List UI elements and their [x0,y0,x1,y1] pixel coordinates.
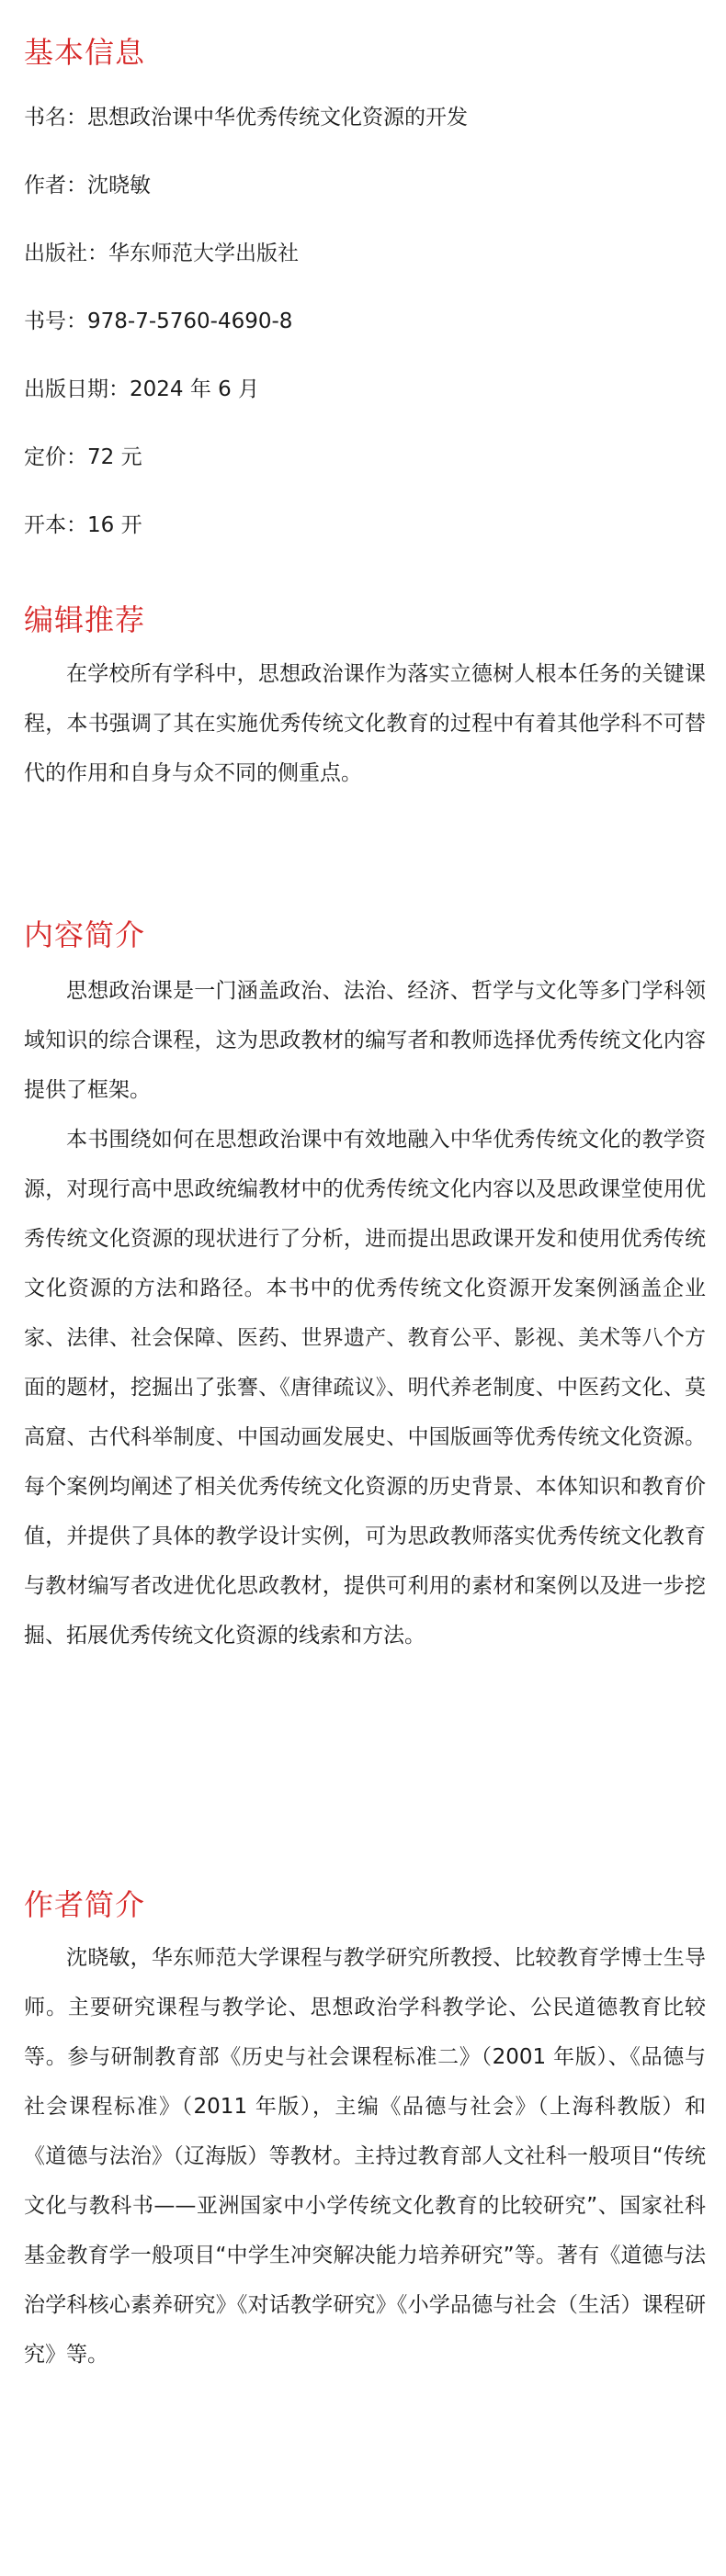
price-line: 定价：72 元 [24,445,142,469]
author-line: 作者：沈晓敏 [24,174,151,197]
format-line: 开本：16 开 [24,513,142,537]
summary-paragraph-2: 本书围绕如何在思想政治课中有效地融入中华优秀传统文化的教学资源，对现行高中思政统编教材中的优秀传统文化内容以及思政课堂使用优秀传统文化资源的现状进行了分析，进而提出思政课开发和使用优秀传统文化资源的方法和路径。本书中的优秀传统文化资源开发案例涵盖企业家、法律、社会保障、医药、世界遗产、教育公平、影视、美术等八个方面的题材，挖掘出了张謇、《唐律疏议》、明代养老制度、中医药文化、莫高窟、古代科举制度、中国动画发展史、中国版画等优秀传统文化资源。每个案例均阐述了相关优秀传统文化资源的历史背景、本体知识和教育价值，并提供了具体的教学设计实例，可为思政教师落实优秀传统文化教育与教材编写者改进优化思政教材，提供可利用的素材和案例以及进一步挖掘、拓展优秀传统文化资源的线索和方法。 [24,1128,706,1648]
author-intro-body [24,1933,706,2379]
isbn-line: 书号：978-7-5760-4690-8 [24,309,293,333]
summary-paragraph-1: 思想政治课是一门涵盖政治、法治、经济、哲学与文化等多门学科领域知识的综合课程，这为思政教材的编写者和教师选择优秀传统文化内容提供了框架。 [24,979,706,1102]
book-title-line: 书名：思想政治课中华优秀传统文化资源的开发 [24,106,468,129]
recommend-paragraph: 在学校所有学科中，思想政治课作为落实立德树人根本任务的关键课程，本书强调了其在实施优秀传统文化教育的过程中有着其他学科不可替代的作用和自身与众不同的侧重点。 [24,662,706,785]
author-intro-heading: 作者简介 [24,1887,146,1922]
content-summary-body [24,966,706,1660]
editor-recommend-heading: 编辑推荐 [24,602,146,637]
publisher-line: 出版社：华东师范大学出版社 [24,242,299,265]
basic-info-heading: 基本信息 [24,35,146,70]
editor-recommend-body [24,649,706,798]
author-paragraph: 沈晓敏，华东师范大学课程与教学研究所教授、比较教育学博士生导师。主要研究课程与教学论、思想政治学科教学论、公民道德教育比较等。参与研制教育部《历史与社会课程标准二》（2001 年版）、《品德与社会课程标准》（2011 年版），主编《品德与社会》（上海科教版）和《道德与法治》（辽海版）等教材。主持过教育部人文社科一般项目“传统文化与教科书——亚洲国家中小学传统文化教育的比较研究”、国家社科基金教育学一般项目“中学生冲突解决能力培养研究”等。著有《道德与法治学科核心素养研究》《对话教学研究》《小学品德与社会（生活）课程研究》等。 [24,1946,706,2367]
publish-date-line: 出版日期：2024 年 6 月 [24,377,260,401]
content-summary-heading: 内容简介 [24,917,146,952]
basic-info-list [24,104,468,579]
